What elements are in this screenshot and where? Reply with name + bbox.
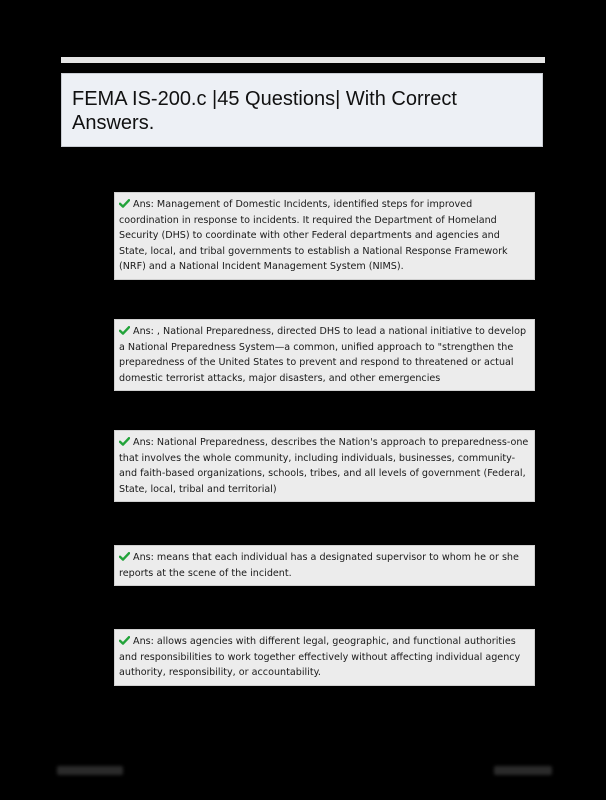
footer-page-number xyxy=(494,766,552,775)
answer-box-3 xyxy=(114,430,535,502)
answer-text: Ans: Management of Domestic Incidents, identified steps for improved coordination in response to incidents. It required the Department of Homeland Security (DHS) to coordinate with other Federal departments and agencies and State, local, and tribal governments to establish a National Response Framework (NRF) and a National Incident Management System (NIMS). xyxy=(119,199,508,272)
answer-box-4 xyxy=(114,545,535,586)
check-icon xyxy=(119,326,130,335)
check-icon xyxy=(119,199,130,208)
answer-text: Ans: means that each individual has a designated supervisor to whom he or she reports at the scene of the incident. xyxy=(119,552,519,579)
title-box xyxy=(61,73,543,147)
answer-box-1 xyxy=(114,192,535,280)
footer-left-watermark xyxy=(57,766,123,775)
answer-box-5 xyxy=(114,629,535,686)
page-title: FEMA IS-200.c |45 Questions| With Correct Answers. xyxy=(72,88,457,134)
answer-text: Ans: allows agencies with different legal, geographic, and functional authorities and responsibilities to work together effectively without affecting individual agency authority, responsibility, or accountability. xyxy=(119,636,521,678)
answer-text: Ans: National Preparedness, describes the Nation's approach to preparedness-one that involves the whole community, including individuals, businesses, community- and faith-based organizations, schools, tribes, and all levels of government (Federal, State, local, tribal and territorial) xyxy=(119,437,529,495)
check-icon xyxy=(119,636,130,645)
answer-text: Ans: , National Preparedness, directed DHS to lead a national initiative to develop a National Preparedness System—a common, unified approach to "strengthen the preparedness of the United States to prevent and respond to threatened or actual domestic terrorist attacks, major disasters, and other emergencies xyxy=(119,326,527,384)
check-icon xyxy=(119,552,130,561)
answer-box-2 xyxy=(114,319,535,391)
check-icon xyxy=(119,437,130,446)
top-divider xyxy=(61,57,545,63)
